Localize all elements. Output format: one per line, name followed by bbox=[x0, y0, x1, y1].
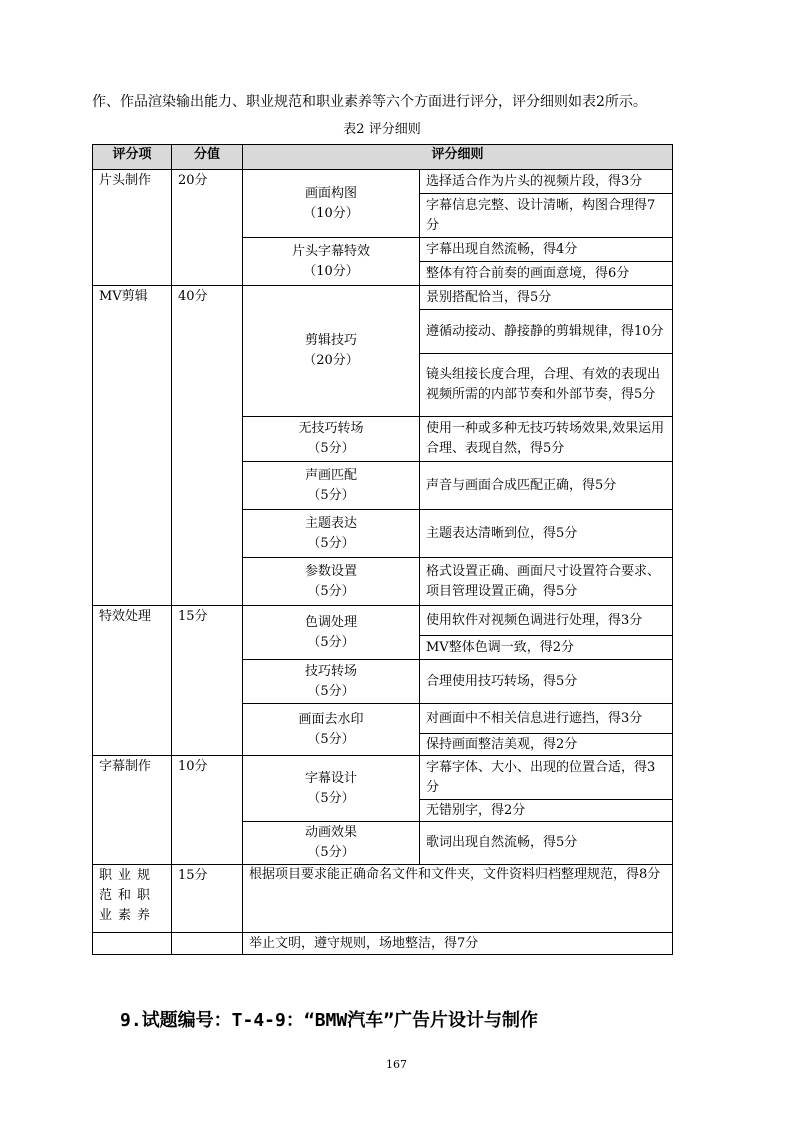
subitem-cell bbox=[243, 756, 420, 822]
score-cell: 15分 bbox=[172, 865, 243, 933]
category-cell: 片头制作 bbox=[93, 170, 172, 286]
detail-cell: 根据项目要求能正确命名文件和文件夹，文件资料归档整理规范，得8分 bbox=[243, 865, 673, 933]
detail-cell: 对画面中不相关信息进行遮挡，得3分 bbox=[420, 704, 673, 734]
subitem-cell bbox=[243, 704, 420, 756]
subitem-points: （5分） bbox=[307, 790, 355, 806]
detail-cell: 举止文明，遵守规则，场地整洁，得7分 bbox=[243, 933, 673, 955]
subitem-points: （5分） bbox=[307, 731, 355, 747]
detail-cell: MV整体色调一致，得2分 bbox=[420, 636, 673, 660]
subitem-label: 动画效果 bbox=[304, 825, 357, 840]
detail-cell: 整体有符合前奏的画面意境，得6分 bbox=[420, 262, 673, 286]
table-row bbox=[93, 933, 673, 955]
subitem-label: 主题表达 bbox=[304, 515, 357, 531]
table-row bbox=[93, 170, 673, 194]
score-cell: 40分 bbox=[172, 286, 243, 606]
subitem-points: （5分） bbox=[307, 441, 355, 456]
detail-cell: 格式设置正确、画面尺寸设置符合要求、项目管理设置正确，得5分 bbox=[420, 558, 673, 606]
subitem-cell bbox=[243, 606, 420, 660]
detail-cell: 主题表达清晰到位，得5分 bbox=[420, 510, 673, 558]
subitem-label: 无技巧转场 bbox=[298, 421, 364, 436]
subitem-label: 声画匹配 bbox=[304, 467, 357, 483]
subitem-label: 字幕设计 bbox=[304, 770, 357, 786]
score-cell: 20分 bbox=[172, 170, 243, 286]
subitem-cell bbox=[243, 660, 420, 704]
scoring-table bbox=[92, 144, 673, 955]
detail-cell: 歌词出现自然流畅，得5分 bbox=[420, 822, 673, 865]
subitem-cell bbox=[243, 170, 420, 238]
table-row bbox=[93, 865, 673, 933]
subitem-points: （10分） bbox=[303, 205, 359, 221]
subitem-cell bbox=[243, 286, 420, 417]
category-cell: 特效处理 bbox=[93, 606, 172, 756]
subitem-label: 画面去水印 bbox=[298, 711, 364, 727]
detail-cell: 选择适合作为片头的视频片段，得3分 bbox=[420, 170, 673, 194]
score-cell: 15分 bbox=[172, 606, 243, 756]
detail-cell: 字幕字体、大小、出现的位置合适，得3分 bbox=[420, 756, 673, 800]
category-cell: 字幕制作 bbox=[93, 756, 172, 865]
category-cell: 职业规范和职业素养 bbox=[93, 865, 172, 933]
detail-cell: 保持画面整洁美观，得2分 bbox=[420, 734, 673, 756]
header-detail: 评分细则 bbox=[243, 145, 673, 170]
subitem-label: 技巧转场 bbox=[304, 663, 357, 679]
detail-cell: 遵循动接动、静接静的剪辑规律，得10分 bbox=[420, 310, 673, 354]
table-caption: 表2 评分细则 bbox=[343, 122, 421, 137]
subitem-points: （20分） bbox=[303, 353, 359, 368]
subitem-points: （5分） bbox=[307, 634, 355, 650]
subitem-points: （5分） bbox=[307, 683, 355, 699]
detail-cell: 字幕信息完整、设计清晰，构图合理得7分 bbox=[420, 194, 673, 238]
section-heading: 9.试题编号：T-4-9：“BMW汽车”广告片设计与制作 bbox=[120, 1010, 539, 1031]
detail-cell: 景别搭配恰当，得5分 bbox=[420, 286, 673, 310]
subitem-label: 画面构图 bbox=[304, 185, 357, 201]
table-row bbox=[93, 756, 673, 800]
header-item: 评分项 bbox=[93, 145, 172, 170]
subitem-cell bbox=[243, 417, 420, 462]
subitem-points: （5分） bbox=[307, 487, 355, 503]
detail-cell: 无错别字，得2分 bbox=[420, 800, 673, 822]
empty-cell bbox=[172, 933, 243, 955]
subitem-label: 色调处理 bbox=[304, 614, 357, 630]
table-row bbox=[93, 286, 673, 310]
category-cell: MV剪辑 bbox=[93, 286, 172, 606]
subitem-label: 片头字幕特效 bbox=[291, 243, 370, 259]
detail-cell: 镜头组接长度合理，合理、有效的表现出视频所需的内部节奏和外部节奏，得5分 bbox=[420, 354, 673, 417]
intro-paragraph: 作、作品渲染输出能力、职业规范和职业素养等六个方面进行评分，评分细则如表2所示。 bbox=[92, 94, 647, 110]
detail-cell: 使用软件对视频色调进行处理，得3分 bbox=[420, 606, 673, 636]
subitem-points: （5分） bbox=[307, 535, 355, 551]
subitem-label: 参数设置 bbox=[304, 563, 357, 579]
subitem-cell bbox=[243, 822, 420, 865]
page-number: 167 bbox=[386, 1058, 407, 1071]
table-header-row bbox=[93, 145, 673, 170]
subitem-cell bbox=[243, 510, 420, 558]
detail-cell: 合理使用技巧转场，得5分 bbox=[420, 660, 673, 704]
subitem-points: （5分） bbox=[307, 845, 355, 860]
table-row bbox=[93, 606, 673, 636]
subitem-cell bbox=[243, 558, 420, 606]
detail-cell: 声音与画面合成匹配正确，得5分 bbox=[420, 462, 673, 510]
subitem-points: （5分） bbox=[307, 583, 355, 599]
subitem-label: 剪辑技巧 bbox=[304, 333, 357, 348]
empty-cell bbox=[93, 933, 172, 955]
score-cell: 10分 bbox=[172, 756, 243, 865]
subitem-cell bbox=[243, 462, 420, 510]
detail-cell: 使用一种或多种无技巧转场效果,效果运用合理、表现自然，得5分 bbox=[420, 417, 673, 462]
subitem-cell bbox=[243, 238, 420, 286]
detail-cell: 字幕出现自然流畅，得4分 bbox=[420, 238, 673, 262]
header-score: 分值 bbox=[172, 145, 243, 170]
subitem-points: （10分） bbox=[303, 263, 359, 279]
